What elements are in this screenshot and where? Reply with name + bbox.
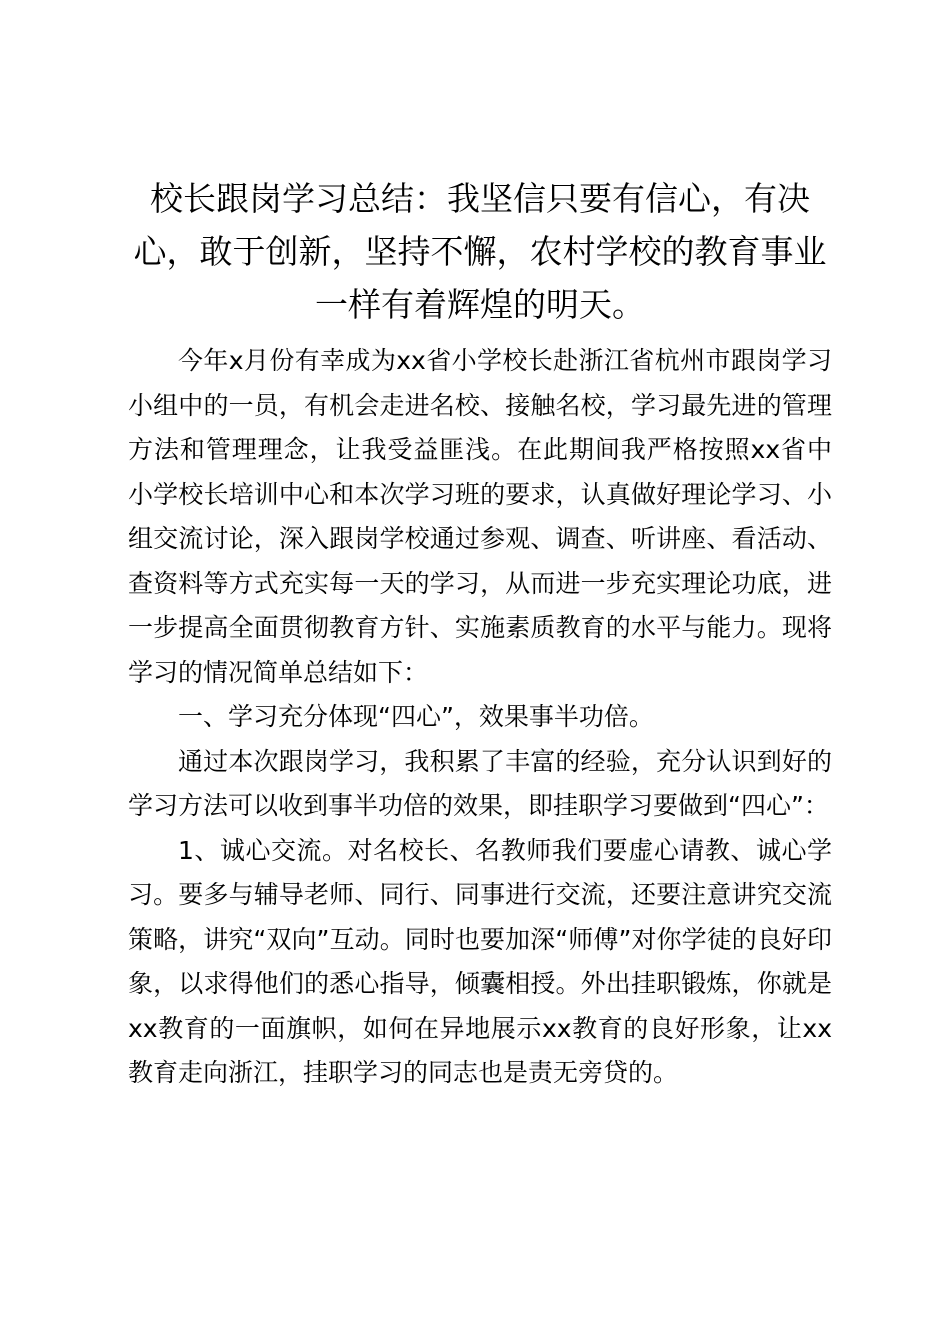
section-heading-1: 一、学习充分体现“四心”，效果事半功倍。 xyxy=(178,702,654,731)
paragraph-intro: 今年x月份有幸成为xx省小学校长赴浙江省杭州市跟岗学习小组中的一员，有机会走进名校、接触名校，学习最先进的管理方法和管理理念，让我受益匪浅。在此期间我严格按照xx省中小学校长培训中心和本次学习班的要求，认真做好理论学习、小组交流讨论，深入跟岗学校通过参观、调查、听讲座、看活动、查资料等方式充实每一天的学习，从而进一步充实理论功底，进一步提高全面贯彻教育方针、实施素质教育的水平与能力。现将学习的情况简单总结如下： xyxy=(128,346,832,687)
document-title: 校长跟岗学习总结：我坚信只要有信心，有决心，敢于创新，坚持不懈，农村学校的教育事业一样有着辉煌的明天。 xyxy=(133,179,827,324)
document-body xyxy=(128,172,832,1096)
paragraph-four-hearts: 通过本次跟岗学习，我积累了丰富的经验，充分认识到好的学习方法可以收到事半功倍的效果，即挂职学习要做到“四心”： xyxy=(128,746,832,820)
paragraph-sincere-exchange: 1、诚心交流。对名校长、名教师我们要虚心请教、诚心学习。要多与辅导老师、同行、同事进行交流，还要注意讲究交流策略，讲究“双向”互动。同时也要加深“师傅”对你学徒的良好印象，以求得他们的悉心指导，倾囊相授。外出挂职锻炼，你就是xx教育的一面旗帜，如何在异地展示xx教育的良好形象，让xx教育走向浙江，挂职学习的同志也是责无旁贷的。 xyxy=(128,835,832,1087)
